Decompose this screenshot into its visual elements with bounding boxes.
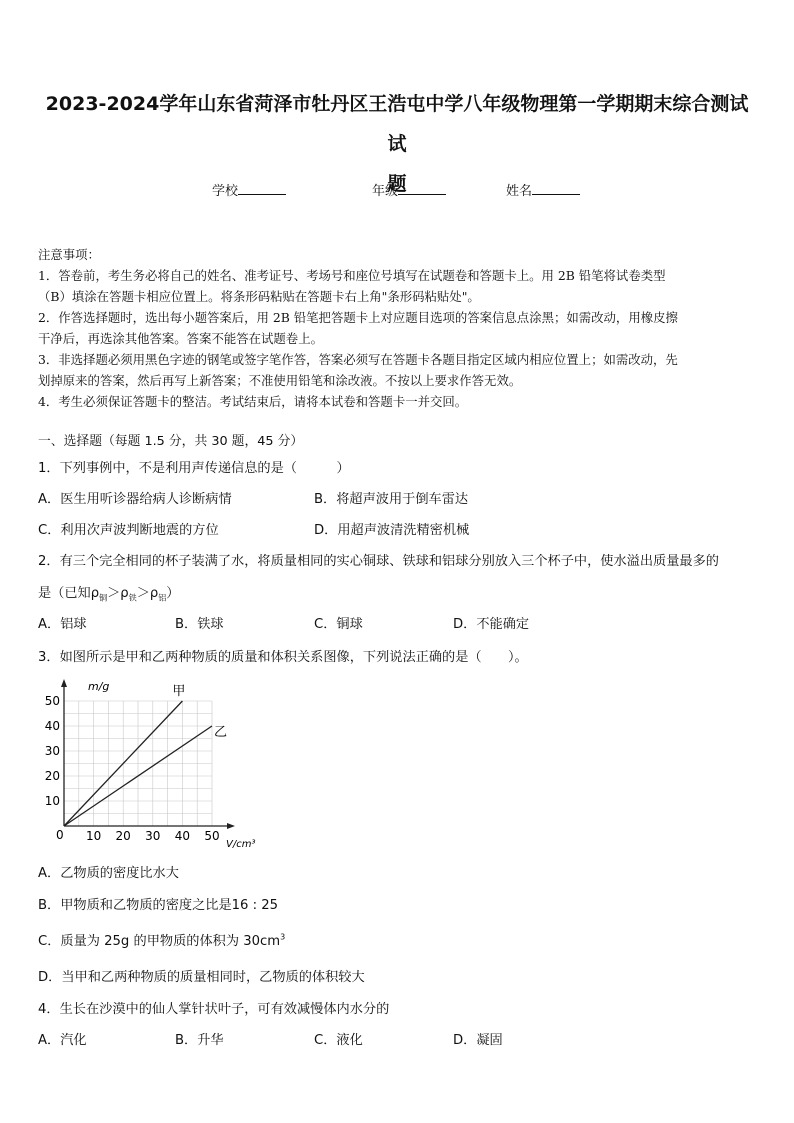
q1-option-a[interactable]: A．医生用听诊器给病人诊断病情 bbox=[38, 492, 232, 507]
x-axis-arrow bbox=[227, 823, 235, 829]
q3-c-superscript: 3 bbox=[280, 932, 286, 942]
chart-series bbox=[64, 684, 227, 826]
q4-option-b[interactable]: B．升华 bbox=[175, 1033, 224, 1048]
mass-volume-chart bbox=[40, 676, 280, 854]
notes-section bbox=[38, 244, 758, 412]
notes-line: 2．作答选择题时，选出每小题答案后，用 2B 铅笔把答题卡上对应题目选项的答案信息点涂黑；如需改动，用橡皮擦 bbox=[38, 310, 678, 325]
origin-label: 0 bbox=[56, 828, 64, 842]
name-blank[interactable] bbox=[532, 182, 580, 195]
y-tick-label: 40 bbox=[44, 719, 60, 733]
section-title: 一、选择题（每题 1.5 分，共 30 题，45 分） bbox=[38, 434, 304, 449]
chart-grid bbox=[64, 701, 212, 826]
q4-option-c[interactable]: C．液化 bbox=[314, 1033, 363, 1048]
notes-line: 干净后，再选涂其他答案。答案不能答在试题卷上。 bbox=[38, 331, 323, 346]
q2-stem: 2．有三个完全相同的杯子装满了水，将质量相同的实心铜球、铁球和铝球分别放入三个杯子中，使水溢出质量最多的 bbox=[38, 554, 719, 569]
notes-heading: 注意事项： bbox=[38, 247, 100, 262]
q3-c-prefix: C．质量为 bbox=[38, 934, 105, 949]
notes-line: 4．考生必须保证答题卡的整洁。考试结束后，请将本试卷和答题卡一并交回。 bbox=[38, 394, 468, 409]
y-tick-label: 10 bbox=[44, 794, 60, 808]
name-field[interactable] bbox=[506, 180, 580, 199]
q3-c-mass: 25g bbox=[104, 934, 130, 949]
q4-stem: 4．生长在沙漠中的仙人掌针状叶子，可有效减慢体内水分的 bbox=[38, 1002, 390, 1017]
q3-stem: 3．如图所示是甲和乙两种物质的质量和体积关系图像，下列说法正确的是（ ）。 bbox=[38, 650, 528, 665]
y-tick-label: 20 bbox=[44, 769, 60, 783]
q2-stem-suffix: ） bbox=[166, 586, 180, 601]
q3-c-mid: 的甲物质的体积为 bbox=[129, 934, 244, 949]
notes-line: 3．非选择题必须用黑色字迹的钢笔或签字笔作答，答案必须写在答题卡各题目指定区域内相应位置上；如需改动，先 bbox=[38, 352, 678, 367]
x-tick-label: 20 bbox=[115, 829, 131, 843]
school-blank[interactable] bbox=[238, 182, 286, 195]
grade-label: 年级 bbox=[372, 184, 399, 199]
q3-c-volume: 30cm bbox=[243, 934, 281, 949]
x-tick-label: 30 bbox=[145, 829, 161, 843]
q2-stem-prefix: 是（已知ρ bbox=[38, 586, 100, 601]
q2-stem-line-2 bbox=[38, 582, 179, 604]
q1-option-b[interactable]: B．将超声波用于倒车雷达 bbox=[314, 492, 469, 507]
y-axis-label: m/g bbox=[88, 680, 110, 693]
chart-axes bbox=[61, 679, 235, 829]
iron-subscript: 铁 bbox=[128, 593, 137, 603]
q4-option-a[interactable]: A．汽化 bbox=[38, 1033, 87, 1048]
x-tick-label: 40 bbox=[174, 829, 191, 843]
title-line-2: 题 bbox=[387, 173, 407, 195]
q3-option-b[interactable]: B．甲物质和乙物质的密度之比是16 : 25 bbox=[38, 898, 279, 913]
series-label-yi: 乙 bbox=[214, 725, 228, 740]
q2-option-b[interactable]: B．铁球 bbox=[175, 617, 224, 632]
aluminum-subscript: 铝 bbox=[158, 593, 167, 603]
q1-option-c[interactable]: C．利用次声波判断地震的方位 bbox=[38, 523, 219, 538]
series-label-jia: 甲 bbox=[172, 684, 186, 699]
q2-option-c[interactable]: C．铜球 bbox=[314, 617, 363, 632]
school-label: 学校 bbox=[212, 184, 239, 199]
x-tick-label: 10 bbox=[85, 829, 102, 843]
notes-line: （B）填涂在答题卡相应位置上。将条形码粘贴在答题卡右上角"条形码粘贴处"。 bbox=[38, 289, 480, 304]
school-field[interactable] bbox=[212, 180, 286, 199]
grade-field[interactable] bbox=[372, 180, 446, 199]
q2-compare-1: ＞ρ bbox=[107, 586, 129, 601]
y-axis-arrow bbox=[61, 679, 67, 687]
y-tick-label: 50 bbox=[44, 694, 60, 708]
notes-line: 1．答卷前，考生务必将自己的姓名、准考证号、考场号和座位号填写在试题卷和答题卡上。用 2B 铅笔将试卷类型 bbox=[38, 268, 666, 283]
q2-compare-2: ＞ρ bbox=[136, 586, 159, 601]
grade-blank[interactable] bbox=[398, 182, 446, 195]
q2-option-a[interactable]: A．铝球 bbox=[38, 617, 87, 632]
copper-subscript: 铜 bbox=[99, 593, 108, 603]
q1-option-d[interactable]: D．用超声波清洗精密机械 bbox=[314, 523, 470, 538]
q3-option-c[interactable] bbox=[38, 930, 285, 949]
q3-option-d[interactable]: D．当甲和乙两种物质的质量相同时，乙物质的体积较大 bbox=[38, 970, 365, 985]
x-tick-label: 50 bbox=[204, 829, 220, 843]
title-line-1: 2023-2024学年山东省菏泽市牡丹区王浩屯中学八年级物理第一学期期末综合测试试 bbox=[45, 93, 749, 155]
q4-option-d[interactable]: D．凝固 bbox=[453, 1033, 503, 1048]
x-axis-label: V/cm³ bbox=[226, 839, 256, 850]
notes-line: 划掉原来的答案，然后再写上新答案；不准使用铅笔和涂改液。不按以上要求作答无效。 bbox=[38, 373, 522, 388]
q1-stem: 1．下列事例中，不是利用声传递信息的是（ ） bbox=[38, 461, 350, 476]
q3-option-a[interactable]: A．乙物质的密度比水大 bbox=[38, 866, 179, 881]
y-tick-label: 30 bbox=[44, 744, 60, 758]
q2-option-d[interactable]: D．不能确定 bbox=[453, 617, 530, 632]
name-label: 姓名 bbox=[506, 184, 533, 199]
